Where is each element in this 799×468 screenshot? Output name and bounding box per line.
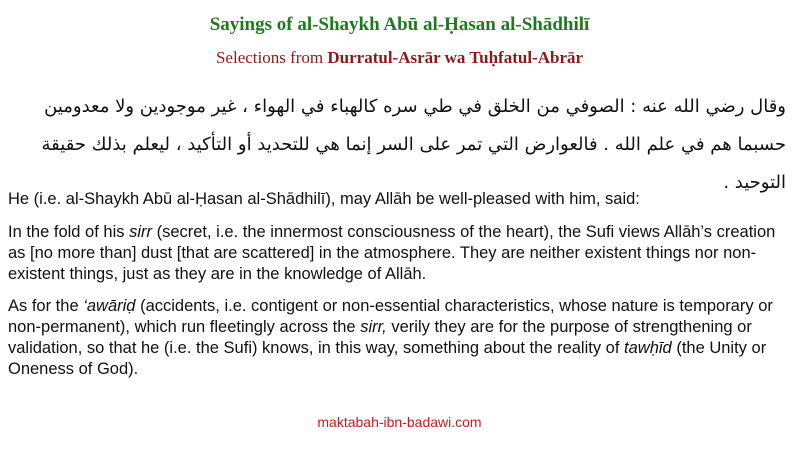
term-sirr: sirr xyxy=(129,223,152,241)
arabic-text: وقال رضي الله عنه : الصوفي من الخلق في طي سره كالهباء في الهواء ، غير موجودين ولا معدومين حسبما هم في علم الله . فالعوارض التي تمر على السر إنما هي للتحديد أو التأكيد ، ليعلم بذلك حقيقة التوحيد . xyxy=(41,96,786,193)
page-title: Sayings of al-Shaykh Abū al-Ḥasan al-Shādhilī xyxy=(209,14,590,35)
site-link[interactable]: maktabah-ibn-badawi.com xyxy=(317,414,482,430)
term-tawhid: tawḥīd xyxy=(624,339,672,357)
translation-paragraph-1: In the fold of his sirr (secret, i.e. the innermost consciousness of the heart), the Sufi views Allāh’s creation as [no more than] dust [that are scattered] in the atmosphere. They are neither existent things nor non-existent things, just as they are in the knowledge of Allāh. xyxy=(8,223,776,283)
book-title: Durratul-Asrār wa Tuḥfatul-Abrār xyxy=(327,48,584,67)
term-sirr-2: sirr, xyxy=(360,318,387,336)
translation-paragraph-2: As for the ‘awāriḍ (accidents, i.e. contigent or non-essential characteristics, whose nature is temporary or non-permanent), which run fleetingly across the sirr, verily they are for the purpose of strengthening or validation, so that he (i.e. the Sufi) knows, in this way, something about the reality of tawḥīd (the Unity or Oneness of God). xyxy=(8,297,773,378)
translation-intro: He (i.e. al-Shaykh Abū al-Ḥasan al-Shādhilī), may Allāh be well-pleased with him, said: xyxy=(8,190,640,208)
page-subtitle xyxy=(0,48,799,68)
subtitle-prefix: Selections from xyxy=(215,48,328,67)
term-awarid: ‘awāriḍ xyxy=(83,297,136,315)
